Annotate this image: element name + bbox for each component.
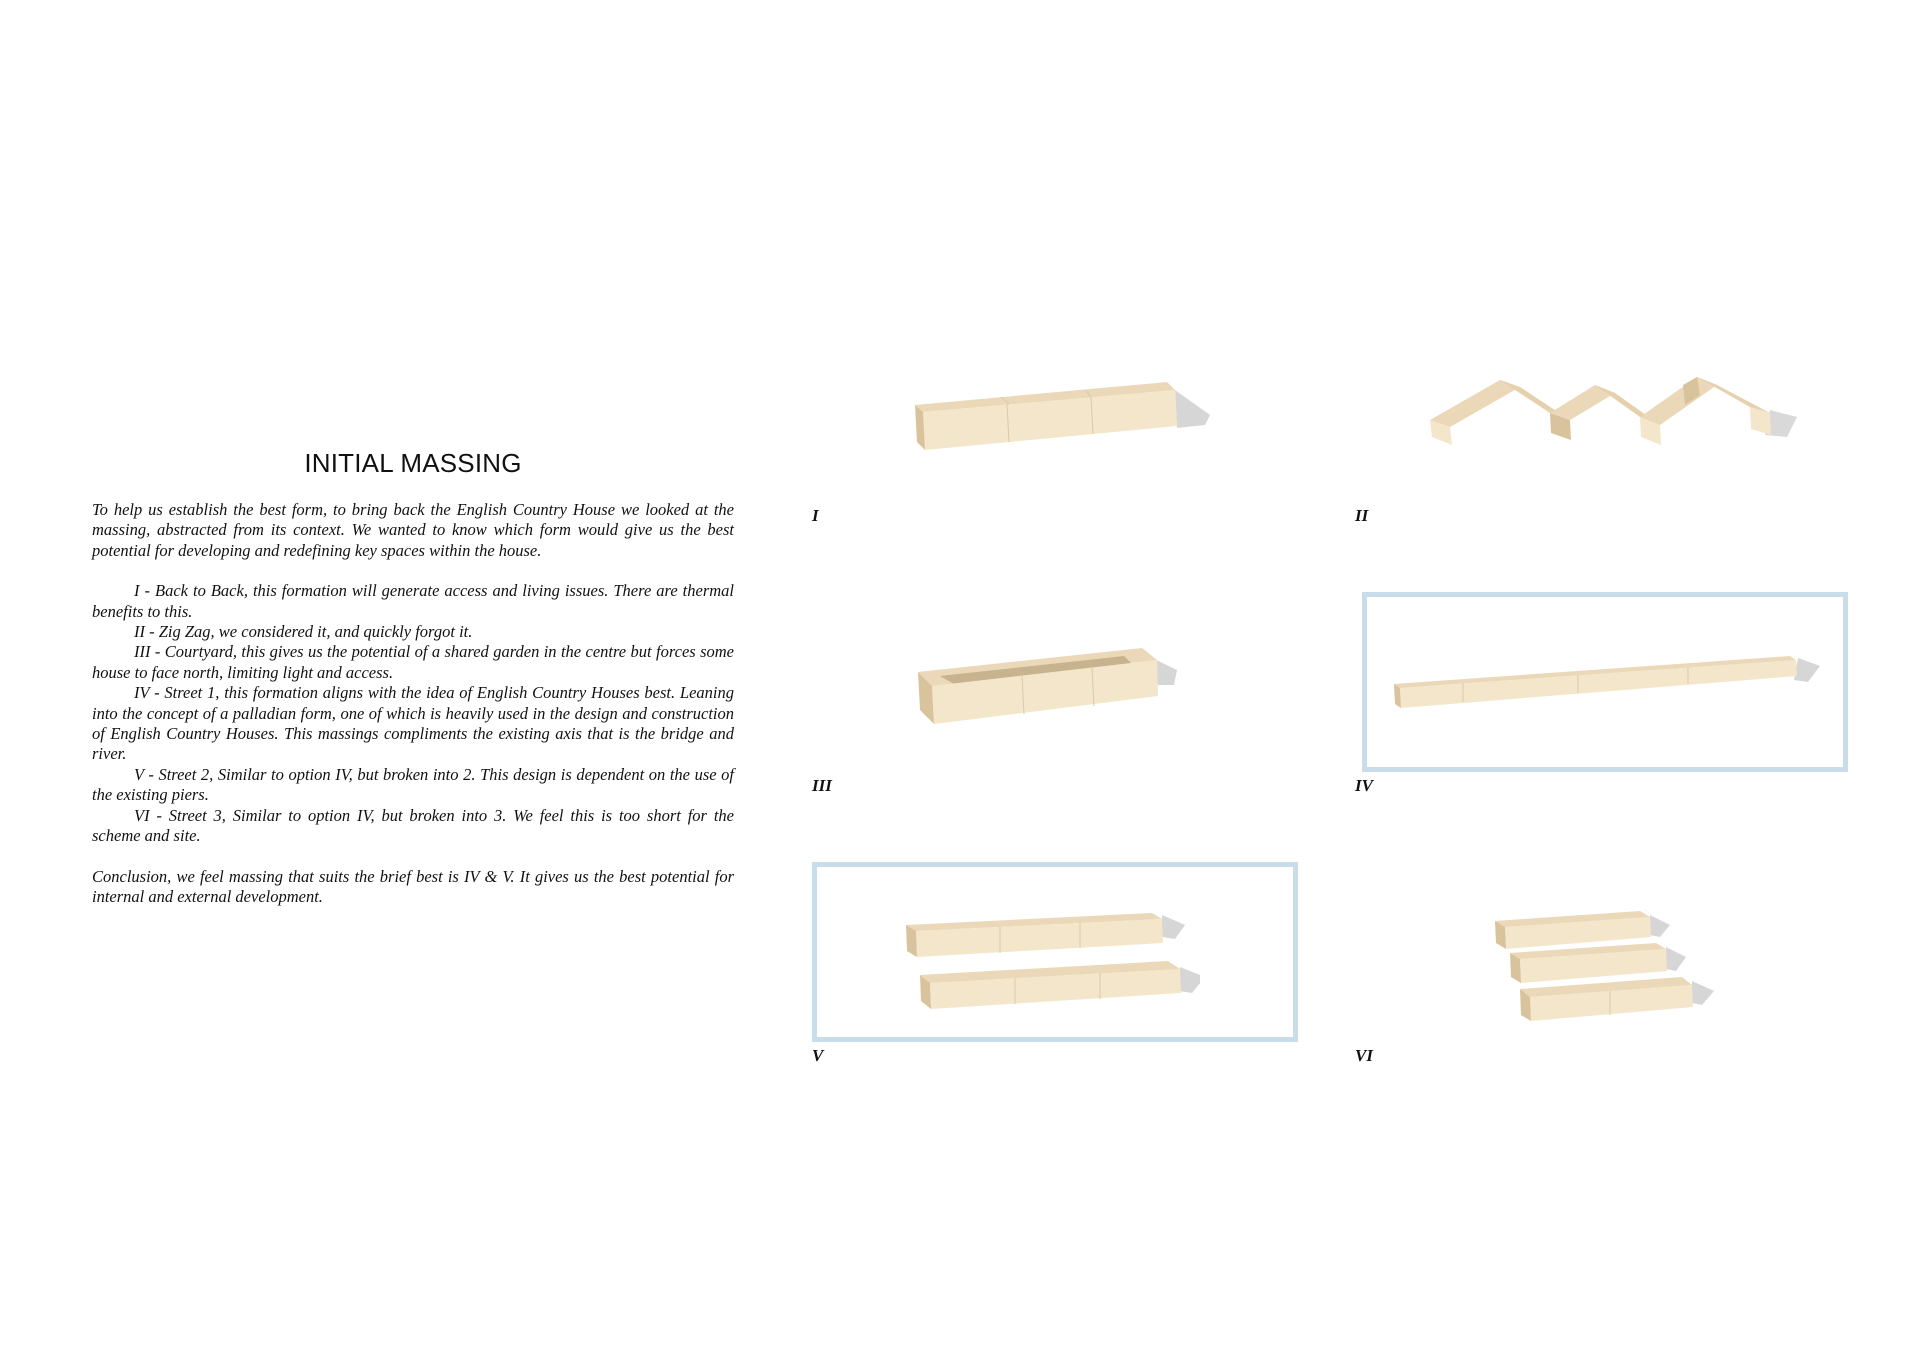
- option-text-i: I - Back to Back, this formation will generate access and living issues. There are thermal benefits to this.: [92, 581, 734, 621]
- panel-label-i: I: [812, 506, 819, 525]
- massing-model-i: [905, 370, 1215, 470]
- massing-model-ii: [1425, 365, 1805, 465]
- panel-label-vi: VI: [1355, 1046, 1373, 1065]
- option-text-iv: IV - Street 1, this formation aligns with the idea of English Country Houses best. Leaning into the concept of a palladian form, one of which is heavily used in the design and construction of English Country Houses. This massings compliments the existing axis that is the bridge and river.: [92, 683, 734, 764]
- paragraph-gap: [92, 847, 734, 867]
- body-text: [92, 500, 734, 907]
- massing-model-v: [900, 905, 1200, 1020]
- panel-label-ii: II: [1355, 506, 1369, 525]
- intro-paragraph: To help us establish the best form, to bring back the English Country House we looked at the massing, abstracted from its context. We wanted to know which form would give us the best potential for developing and redefining key spaces within the house.: [92, 500, 734, 560]
- option-text-iii: III - Courtyard, this gives us the potential of a shared garden in the centre but forces some house to face north, limiting light and access.: [92, 642, 734, 682]
- option-text-ii: II - Zig Zag, we considered it, and quickly forgot it.: [134, 622, 473, 642]
- conclusion-paragraph: Conclusion, we feel massing that suits the brief best is IV & V. It gives us the best potential for internal and external development.: [92, 866, 734, 906]
- massing-model-vi: [1490, 905, 1730, 1035]
- panel-label-iii: III: [812, 776, 832, 795]
- panel-label-v: V: [812, 1046, 824, 1065]
- massing-model-iv: [1388, 650, 1828, 720]
- option-text-v: V - Street 2, Similar to option IV, but broken into 2. This design is dependent on the use of the existing piers.: [92, 764, 734, 805]
- paragraph-gap: [92, 561, 734, 581]
- option-text-vi: VI - Street 3, Similar to option IV, but broken into 3. We feel this is too short for the scheme and site.: [92, 805, 734, 846]
- page-title: INITIAL MASSING: [304, 448, 522, 478]
- panel-label-iv: IV: [1355, 776, 1373, 795]
- massing-model-iii: [912, 640, 1182, 750]
